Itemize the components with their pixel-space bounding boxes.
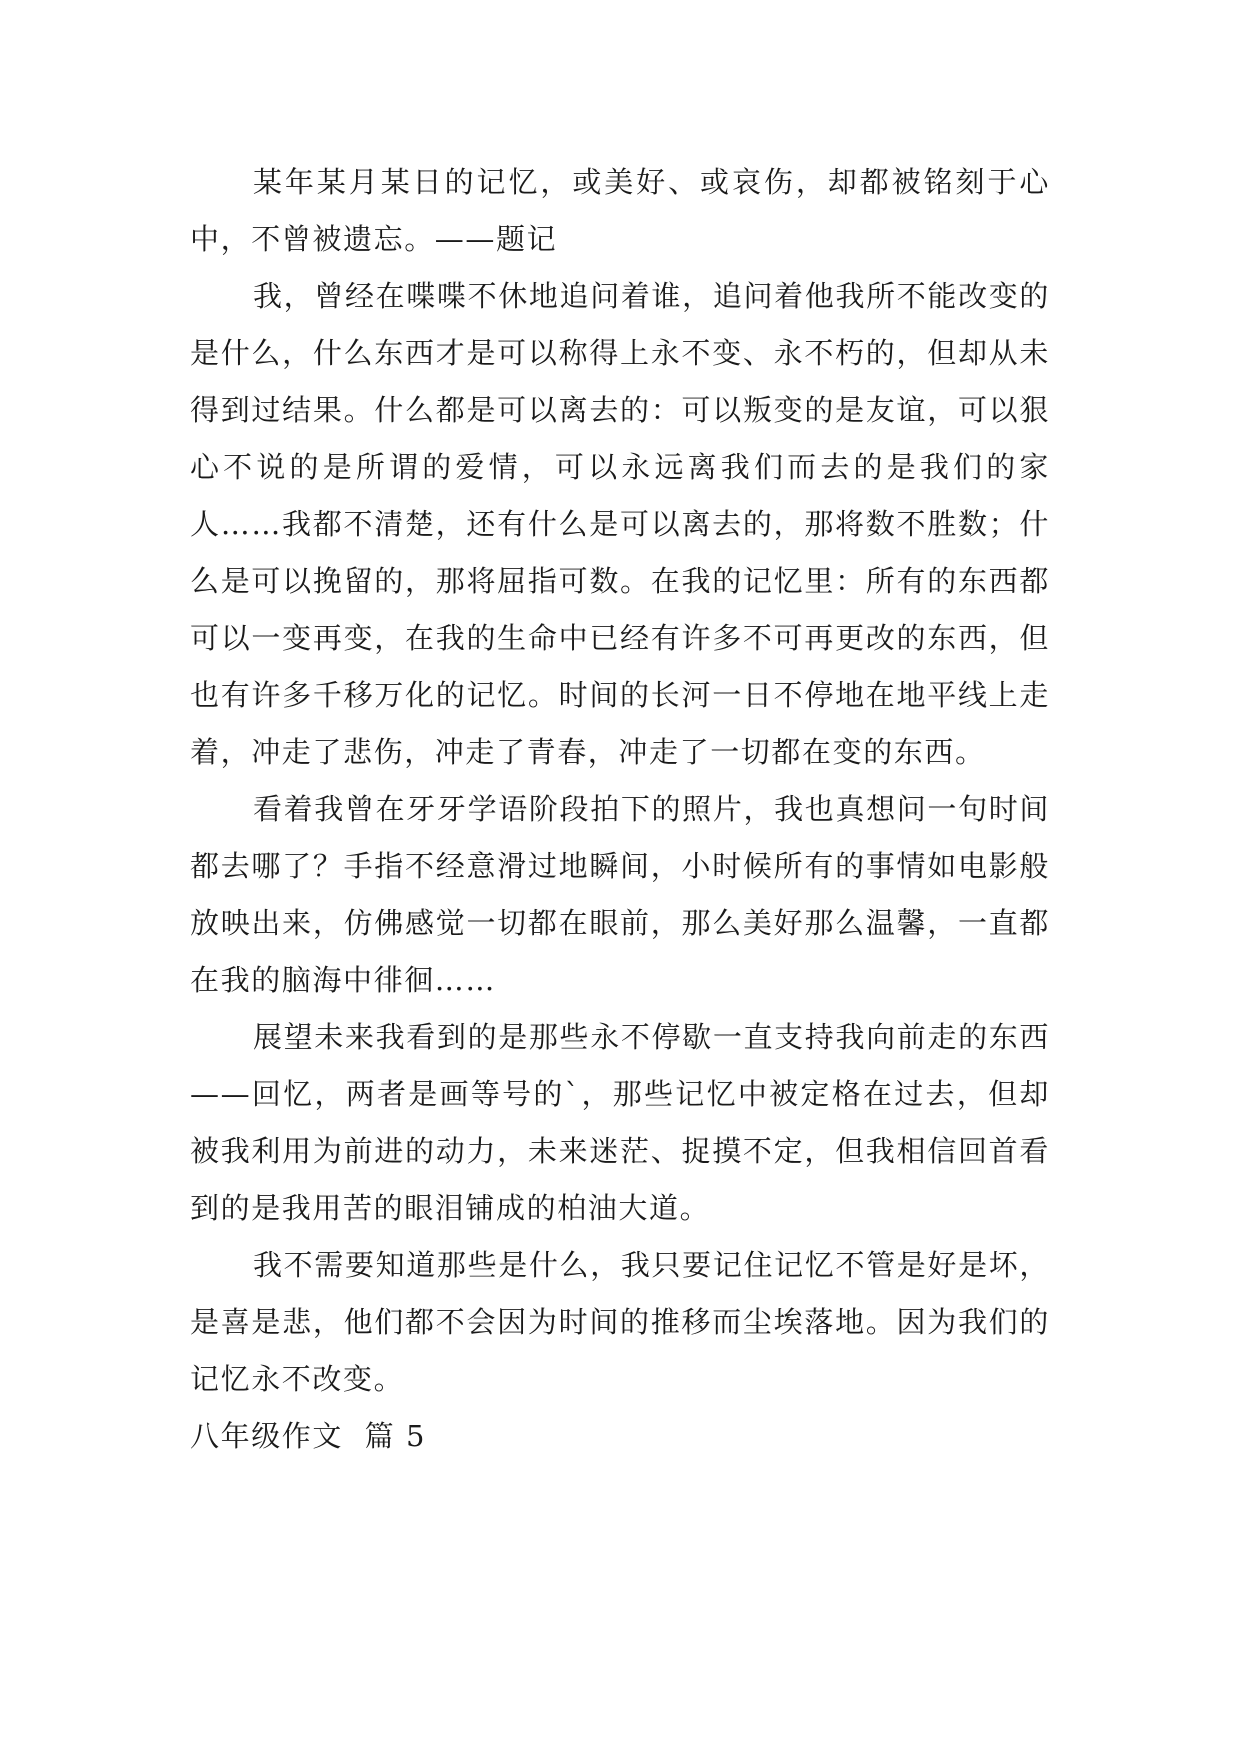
paragraph-body-1: 我，曾经在喋喋不休地追问着谁，追问着他我所不能改变的是什么，什么东西才是可以称得上永不变、永不朽的，但却从未得到过结果。什么都是可以离去的：可以叛变的是友谊，可以狠心不说的是所谓的爱情，可以永远离我们而去的是我们的家人……我都不清楚，还有什么是可以离去的，那将数不胜数；什么是可以挽留的，那将屈指可数。在我的记忆里：所有的东西都可以一变再变，在我的生命中已经有许多不可再更改的东西，但也有许多千移万化的记忆。时间的长河一日不停地在地平线上走着，冲走了悲伤，冲走了青春，冲走了一切都在变的东西。 <box>190 279 1050 769</box>
paragraph-epigraph: 某年某月某日的记忆，或美好、或哀伤，却都被铭刻于心中，不曾被遗忘。——题记 <box>190 165 1050 256</box>
section-heading: 八年级作文 篇 5 <box>190 1419 427 1453</box>
paragraph-body-2: 看着我曾在牙牙学语阶段拍下的照片，我也真想问一句时间都去哪了？手指不经意滑过地瞬间，小时候所有的事情如电影般放映出来，仿佛感觉一切都在眼前，那么美好那么温馨，一直都在我的脑海中徘徊…… <box>190 792 1050 997</box>
paragraph-body-3: 展望未来我看到的是那些永不停歇一直支持我向前走的东西——回忆，两者是画等号的`，那些记忆中被定格在过去，但却被我利用为前进的动力，未来迷茫、捉摸不定，但我相信回首看到的是我用苦的眼泪铺成的柏油大道。 <box>190 1020 1050 1225</box>
paragraph-body-4: 我不需要知道那些是什么，我只要记住记忆不管是好是坏，是喜是悲，他们都不会因为时间的推移而尘埃落地。因为我们的记忆永不改变。 <box>190 1248 1050 1396</box>
document-page <box>190 154 1050 1465</box>
